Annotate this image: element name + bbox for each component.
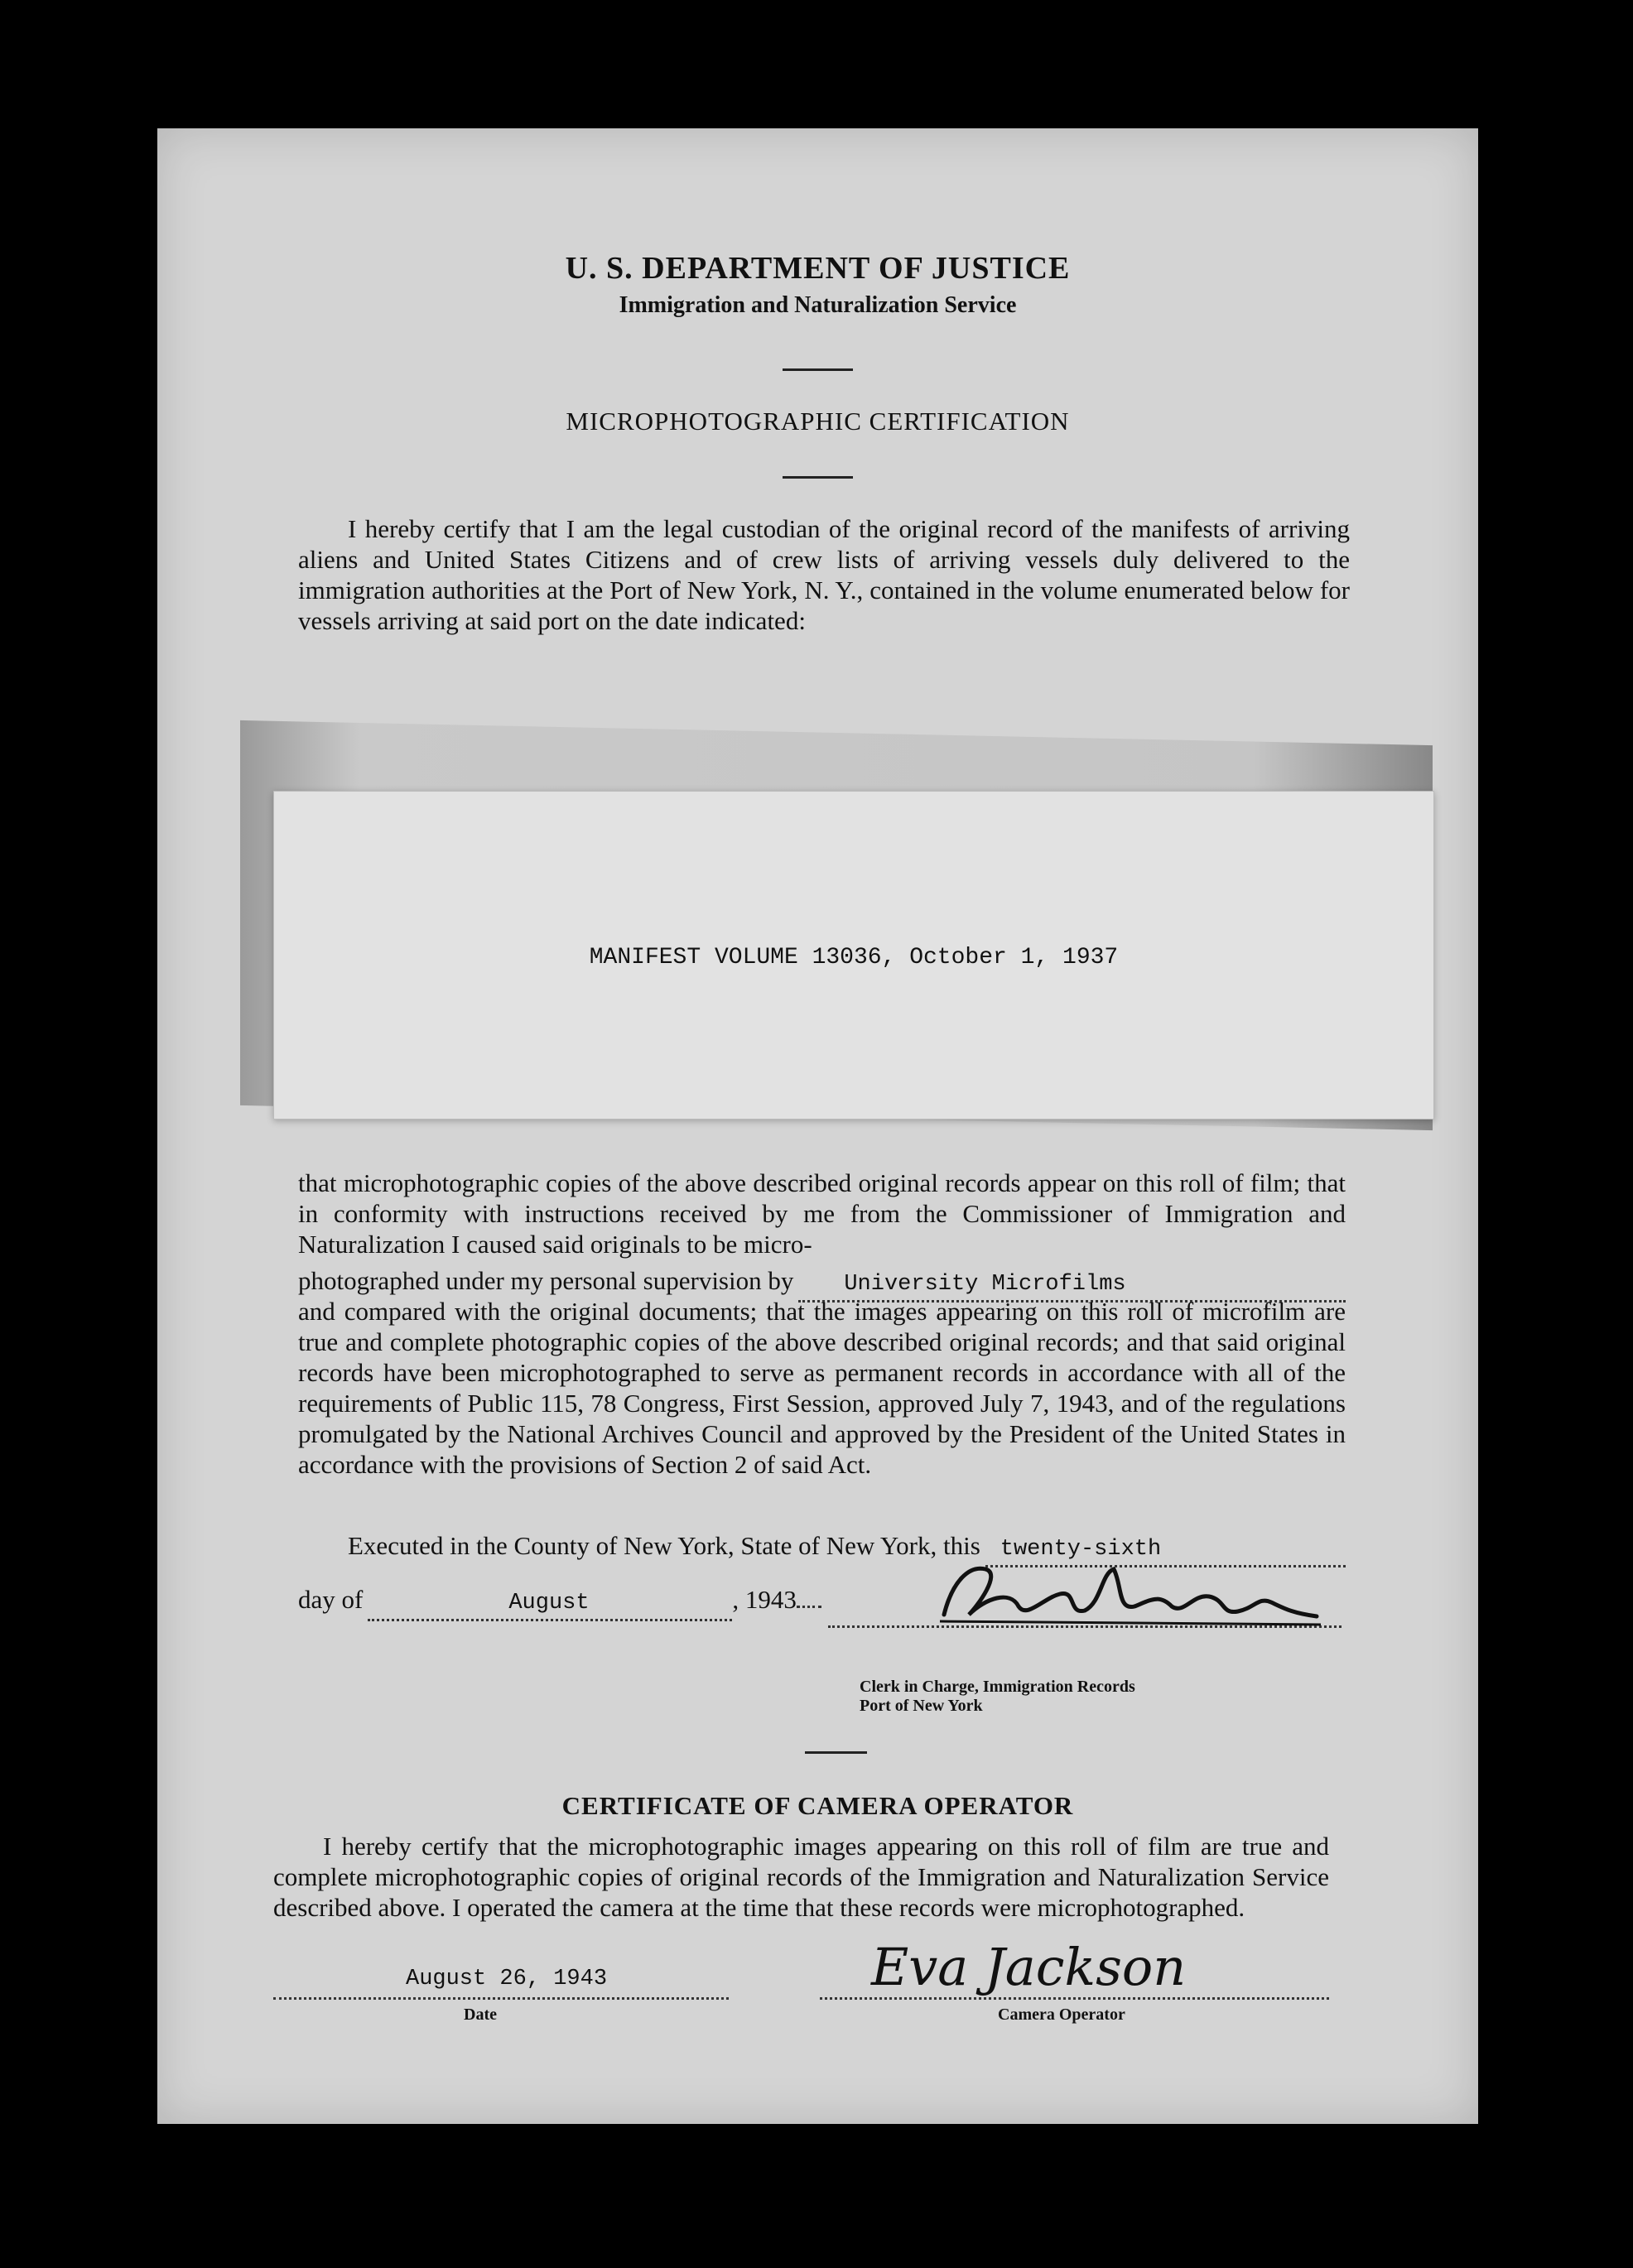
intro-paragraph: I hereby certify that I am the legal custodian of the original record of the manifests of arriving aliens and United States Citizens and of crew lists of arriving vessels duly delivered to the immigration authorities at the Port of New York, N. Y., contained in the volume enumerated below for vessels arriving at said port on the date indicated: bbox=[298, 514, 1350, 635]
month-value: August bbox=[508, 1591, 590, 1616]
year-text: , 1943 bbox=[732, 1585, 797, 1614]
clerk-title: Clerk in Charge, Immigration Records bbox=[860, 1678, 1135, 1696]
clerk-signature-image bbox=[936, 1548, 1325, 1631]
supervision-prefix: photographed under my personal supervision by bbox=[298, 1266, 794, 1295]
execution-day-value: twenty-sixth bbox=[1000, 1537, 1162, 1562]
month-line bbox=[298, 1584, 821, 1621]
operator-field bbox=[820, 1937, 1329, 2025]
date-field bbox=[273, 1967, 729, 2025]
body-paragraph-top: that microphotographic copies of the above described original records appear on this roll of film; that in conformity with instructions received by me from the Commissioner of Immigration and Naturalization I caused said originals to be micro- bbox=[298, 1168, 1346, 1259]
date-label: Date bbox=[464, 2006, 497, 2024]
divider bbox=[783, 368, 853, 371]
camera-certificate-text: I hereby certify that the microphotographic images appearing on this roll of film are true and complete microphotographic copies of original records of the Immigration and Naturalization Service described above. I operated the camera at the time that these records were microphotographed. bbox=[273, 1832, 1329, 1922]
year-trailing-dots bbox=[797, 1606, 821, 1608]
supervisor-value: University Microfilms bbox=[844, 1272, 1126, 1297]
clerk-location: Port of New York bbox=[860, 1697, 983, 1715]
execution-prefix: Executed in the County of New York, State of New York, this bbox=[348, 1531, 980, 1560]
service-subheading: Immigration and Naturalization Service bbox=[619, 292, 1017, 318]
operator-label: Camera Operator bbox=[998, 2006, 1125, 2024]
department-heading: U. S. DEPARTMENT OF JUSTICE bbox=[565, 251, 1071, 286]
certificate-page bbox=[157, 128, 1478, 2124]
divider bbox=[805, 1751, 867, 1754]
manifest-slip bbox=[273, 791, 1434, 1120]
date-value: August 26, 1943 bbox=[406, 1967, 608, 1991]
day-of-label: day of bbox=[298, 1585, 364, 1614]
certification-title: MICROPHOTOGRAPHIC CERTIFICATION bbox=[566, 407, 1070, 436]
body-paragraph-bottom: and compared with the original documents; that the images appearing on this roll of microfilm are true and complete photographic copies of the above described original records; and that said original records have been microphotographed to serve as permanent records in accordance with all of the requirements of Public 115, 78 Congress, First Session, approved July 7, 1943, and of the regulations promulgated by the National Archives Council and approved by the President of the United States in accordance with the provisions of Section 2 of said Act. bbox=[298, 1297, 1346, 1479]
manifest-volume-text: MANIFEST VOLUME 13036, October 1, 1937 bbox=[589, 945, 1119, 970]
month-field bbox=[368, 1584, 732, 1621]
divider bbox=[783, 476, 853, 479]
camera-certificate-heading: CERTIFICATE OF CAMERA OPERATOR bbox=[561, 1791, 1074, 1820]
operator-signature: Eva Jackson bbox=[871, 1937, 1187, 1997]
